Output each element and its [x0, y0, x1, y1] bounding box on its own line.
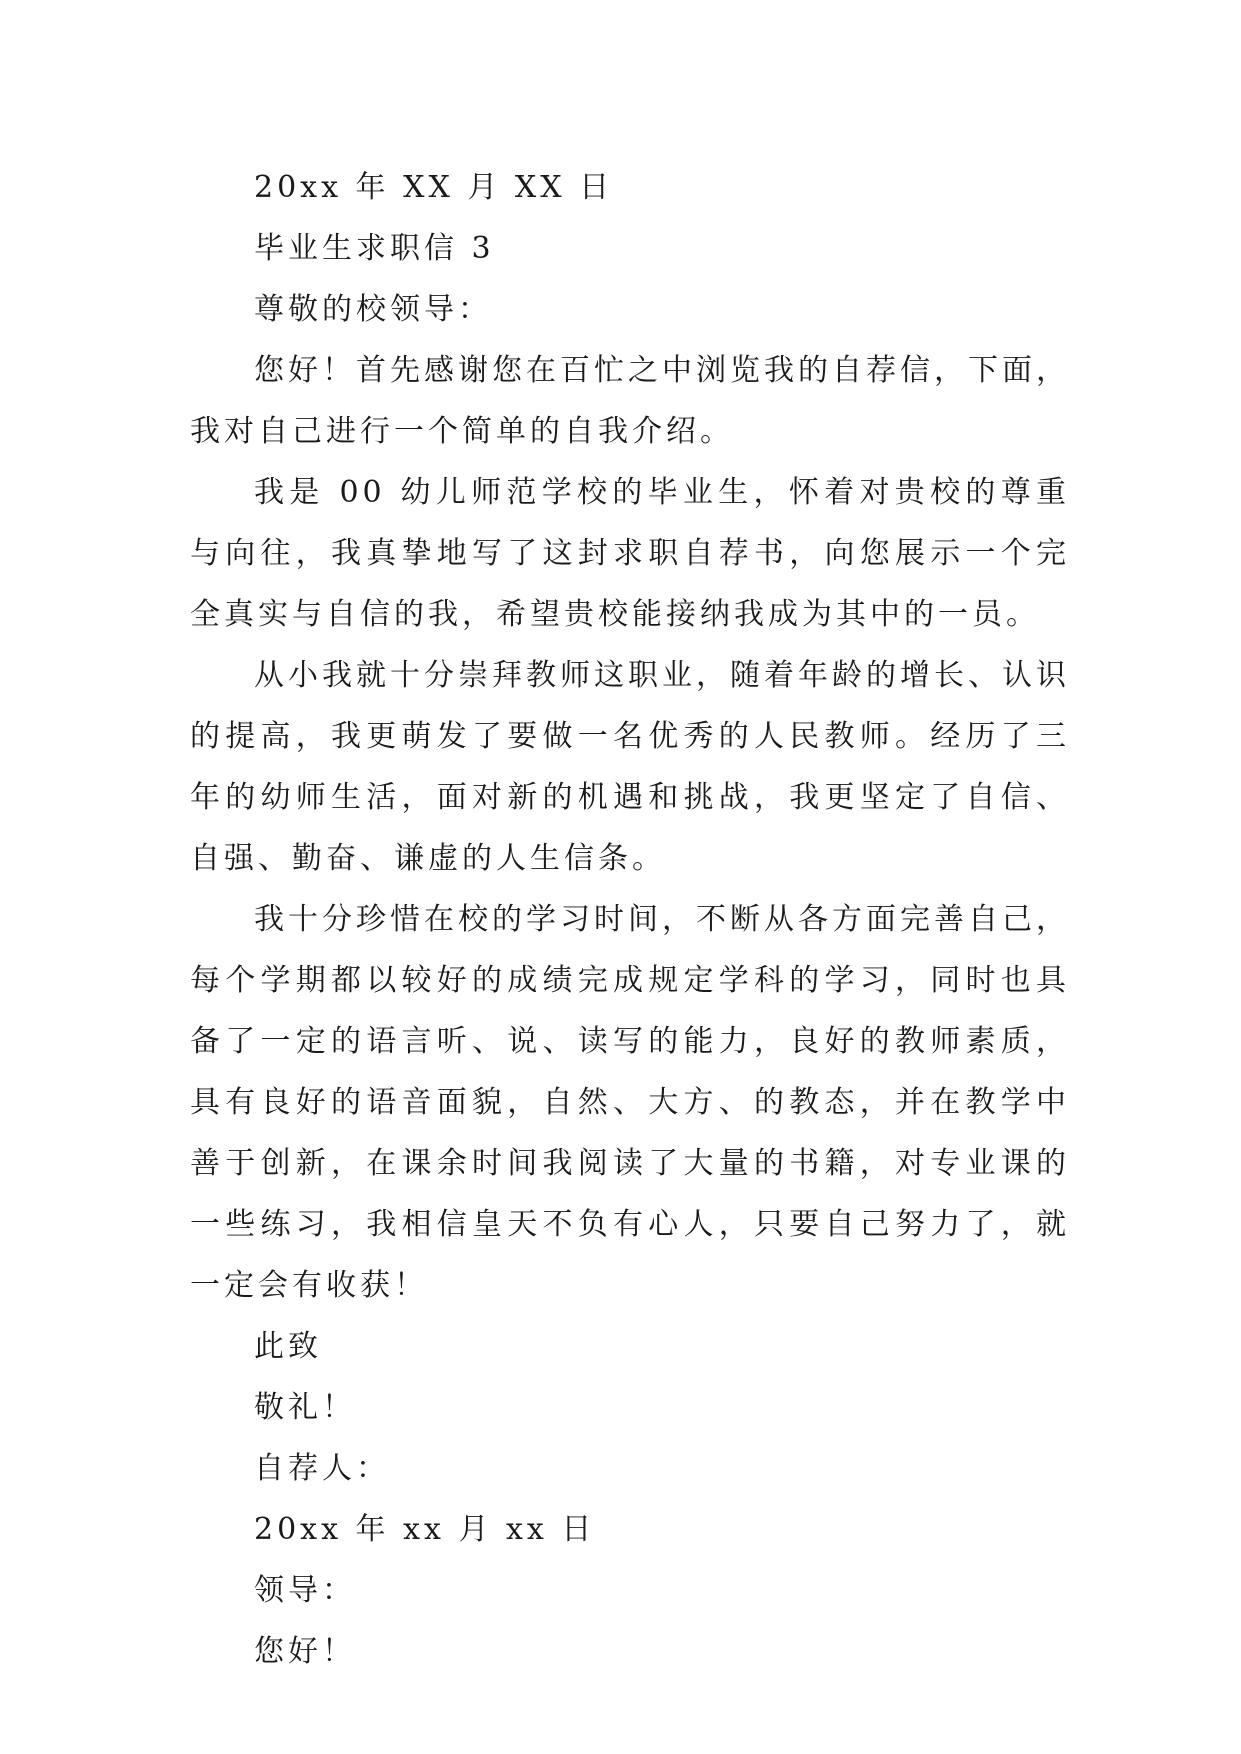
letter-signer-label: 自荐人： [254, 1451, 390, 1486]
letter-paragraph-4: 我十分珍惜在校的学习时间，不断从各方面完善自己，每个学期都以较好的成绩完成规定学科的学习，同时也具备了一定的语言听、说、读写的能力，良好的教师素质，具有良好的语音面貌，自然、大方、的教态，并在教学中善于创新，在课余时间我阅读了大量的书籍，对专业课的一些练习，我相信皇天不负有心人，只要自己努力了，就一定会有收获！ [190, 902, 1070, 1303]
letter-paragraph-3: 从小我就十分崇拜教师这职业，随着年龄的增长、认识的提高，我更萌发了要做一名优秀的人民教师。经历了三年的幼师生活，面对新的机遇和挑战，我更坚定了自信、自强、勤奋、谦虚的人生信条。 [190, 658, 1070, 876]
letter-date-top: 20xx 年 XX 月 XX 日 [254, 170, 614, 205]
letter-title: 毕业生求职信 3 [254, 231, 495, 266]
letter-paragraph-2: 我是 00 幼儿师范学校的毕业生，怀着对贵校的尊重与向往，我真挚地写了这封求职自荐书，向您展示一个完全真实与自信的我，希望贵校能接纳我成为其中的一员。 [190, 475, 1070, 632]
letter-date-bottom: 20xx 年 xx 月 xx 日 [254, 1512, 596, 1547]
letter-closing-1: 此致 [254, 1329, 322, 1364]
letter-body [190, 157, 1070, 1682]
letter-paragraph-1: 您好！首先感谢您在百忙之中浏览我的自荐信，下面，我对自己进行一个简单的自我介绍。 [190, 353, 1070, 449]
letter-salutation: 尊敬的校领导： [254, 292, 492, 327]
letter-closing-2: 敬礼！ [254, 1390, 356, 1425]
letter-next-salutation: 领导： [254, 1573, 356, 1608]
letter-next-greeting: 您好！ [254, 1634, 356, 1669]
